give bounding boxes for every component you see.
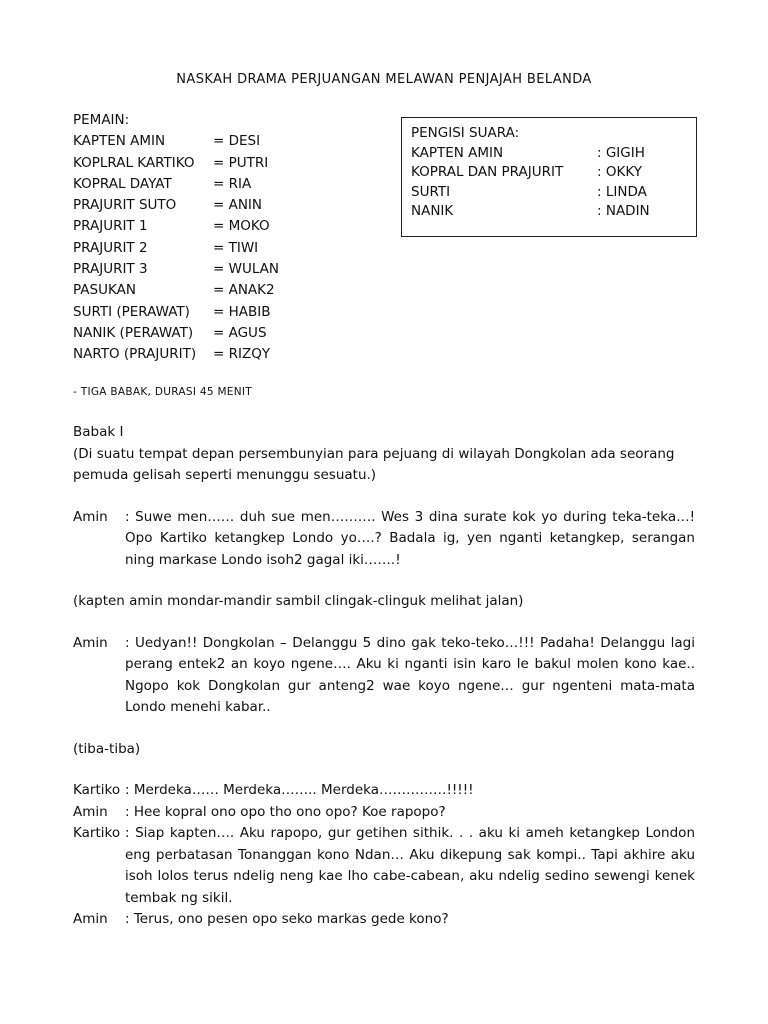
speaker-name: Amin: [73, 508, 108, 525]
voice-row: [411, 163, 696, 183]
act-heading: Babak I: [73, 424, 124, 440]
voice-role: KAPTEN AMIN: [411, 144, 504, 161]
voice-role: NANIK: [411, 203, 454, 219]
voice-header: PENGISI SUARA:: [411, 125, 520, 141]
cast-actor: = DESI: [213, 133, 261, 150]
cast-row: [73, 174, 279, 195]
voice-actor: : GIGIH: [597, 144, 645, 161]
cast-role: SURTI (PERAWAT): [73, 303, 190, 320]
speaker-name: Amin: [73, 634, 108, 651]
speaker-name: Amin: [73, 803, 108, 820]
cast-actor: = AGUS: [213, 324, 267, 341]
page-title: NASKAH DRAMA PERJUANGAN MELAWAN PENJAJAH BELANDA: [176, 72, 592, 87]
cast-row: [73, 323, 279, 344]
voice-actor: : LINDA: [597, 183, 647, 200]
dialogue-text: : Suwe men…… duh sue men………. Wes 3 dina surate kok yo during teka-teka…! Opo Kartiko ketangkep Londo yo….? Badala ig, yen nganti ketangkep, serangan ning markase Londo isoh2 gagal iki…….!: [125, 508, 695, 568]
dialogue-line: [73, 802, 695, 824]
dialogue-line: [73, 633, 695, 719]
stage-direction: (tiba-tiba): [73, 740, 141, 757]
cast-actor: = TIWI: [213, 239, 259, 256]
cast-role: KAPTEN AMIN: [73, 133, 166, 150]
cast-row: [73, 216, 279, 237]
speaker-name: Kartiko: [73, 825, 121, 841]
cast-role: PRAJURIT 2: [73, 239, 148, 256]
cast-row: [73, 238, 279, 259]
voice-row: [411, 144, 696, 164]
cast-role: NARTO (PRAJURIT): [73, 346, 197, 363]
voice-row: [411, 183, 696, 203]
cast-actor: = HABIB: [213, 303, 271, 320]
duration-note: - TIGA BABAK, DURASI 45 MENIT: [73, 386, 253, 398]
cast-row: [73, 153, 279, 174]
cast-row: [73, 195, 279, 216]
cast-list: [73, 110, 279, 366]
voice-actors-box: [401, 117, 697, 237]
dialogue-text: : Uedyan!! Dongkolan – Delanggu 5 dino gak teko-teko…!!! Padaha! Delanggu lagi perang entek2 an koyo ngene…. Aku ki nganti isin karo le bakul molen kono kae.. Ngopo kok Dongkolan gur anteng2 wae koyo ngene… gur ngenteni mata-mata Londo menehi kabar..: [125, 634, 695, 715]
cast-row: [73, 302, 279, 323]
cast-actor: = ANAK2: [213, 282, 275, 299]
dialogue-text: : Terus, ono pesen opo seko markas gede kono?: [125, 911, 449, 927]
cast-actor: = RIZQY: [213, 346, 271, 363]
speaker-name: Amin: [73, 911, 108, 927]
cast-row: [73, 344, 279, 365]
cast-actor: = WULAN: [213, 261, 279, 278]
voice-actor: : NADIN: [597, 203, 650, 219]
dialogue-text: : Hee kopral ono opo tho ono opo? Koe rapopo?: [125, 803, 446, 820]
dialogue-text: : Merdeka…… Merdeka…….. Merdeka……………!!!!!: [125, 782, 474, 798]
cast-row: [73, 131, 279, 152]
speaker-name: Kartiko: [73, 782, 121, 798]
dialogue-line: [73, 507, 695, 572]
voice-role: KOPRAL DAN PRAJURIT: [411, 164, 564, 180]
dialogue-text: : Siap kapten…. Aku rapopo, gur getihen sithik. . . aku ki ameh ketangkep London eng perbatasan Tonanggan kono Ndan… Aku dikepung sak kompi.. Tapi akhire aku isoh lolos terus ndelig neng kae lho cabe-cabean, aku ndelig sedino sewengi kenek tembak ng sikil.: [125, 825, 695, 906]
dialogue-line: [73, 780, 695, 802]
voice-actor: : OKKY: [597, 164, 642, 180]
cast-row: [73, 259, 279, 280]
cast-role: PRAJURIT 3: [73, 261, 148, 278]
cast-role: NANIK (PERAWAT): [73, 324, 194, 341]
cast-role: PRAJURIT SUTO: [73, 197, 177, 214]
cast-header: PEMAIN:: [73, 112, 130, 128]
cast-row: [73, 280, 279, 301]
cast-actor: = ANIN: [213, 197, 263, 214]
cast-role: PASUKAN: [73, 282, 136, 299]
cast-role: KOPRAL DAYAT: [73, 175, 172, 192]
script-body: [73, 422, 695, 931]
cast-actor: = PUTRI: [213, 154, 269, 171]
cast-actor: = MOKO: [213, 218, 270, 235]
dialogue-line: [73, 909, 695, 931]
dialogue-line: [73, 823, 695, 909]
cast-role: KOPLRAL KARTIKO: [73, 154, 195, 171]
voice-row: [411, 202, 696, 222]
stage-direction: (Di suatu tempat depan persembunyian para pejuang di wilayah Dongkolan ada seorang pemuda gelisah seperti menunggu sesuatu.): [73, 445, 675, 483]
voice-role: SURTI: [411, 183, 451, 200]
cast-actor: = RIA: [213, 175, 252, 192]
cast-role: PRAJURIT 1: [73, 218, 148, 235]
stage-direction: (kapten amin mondar-mandir sambil clingak-clinguk melihat jalan): [73, 593, 524, 609]
